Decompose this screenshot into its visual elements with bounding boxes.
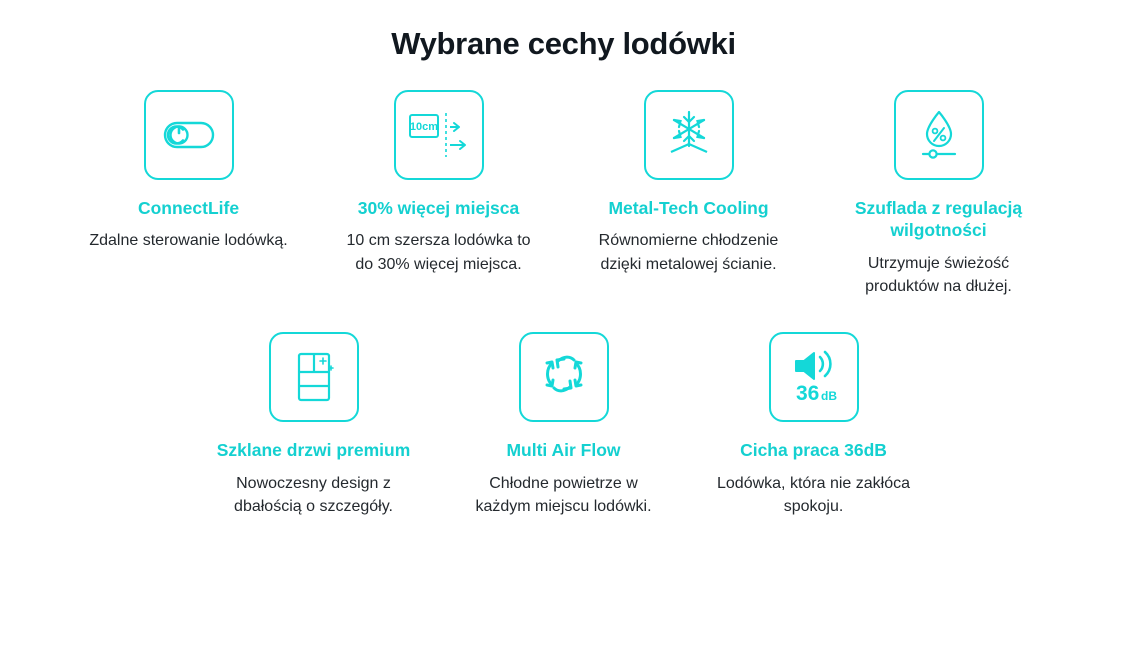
svg-text:36: 36 [795, 382, 819, 406]
feature-description: Zdalne sterowanie lodówką. [89, 232, 288, 250]
multi-air-flow-arrows-icon [519, 332, 609, 422]
feature-title: Szklane drzwi premium [216, 440, 411, 461]
features-page [0, 26, 1127, 662]
snowflake-metal-tech-icon [644, 90, 734, 180]
feature-title: 30% więcej miejsca [357, 198, 520, 218]
feature-title: ConnectLife [137, 198, 240, 218]
features-grid [0, 90, 1127, 518]
feature-metal-tech-cooling [589, 90, 789, 298]
feature-connectlife [89, 90, 289, 298]
speaker-36db-icon [769, 332, 859, 422]
feature-description: 10 cm szersza lodówka to do 30% więcej miejsca. [346, 232, 531, 273]
feature-more-space [339, 90, 539, 298]
feature-glass-door [214, 332, 414, 518]
svg-text:10cm: 10cm [409, 121, 438, 133]
features-row-1 [0, 90, 1127, 298]
feature-description: Utrzymuje świeżość produktów na dłużej. [865, 254, 1012, 295]
humidity-drawer-droplet-icon [894, 90, 984, 180]
feature-humidity-drawer [839, 90, 1039, 298]
page-title: Wybrane cechy lodówki [391, 26, 736, 61]
svg-text:dB: dB [820, 389, 837, 404]
feature-title: Szuflada z regulacją wilgotności [854, 198, 1023, 241]
connectlife-toggle-icon [144, 90, 234, 180]
feature-title: Cicha praca 36dB [740, 440, 887, 461]
feature-multi-air-flow [464, 332, 664, 518]
feature-description: Nowoczesny design z dbałością o szczegóły. [234, 474, 393, 515]
feature-description: Równomierne chłodzenie dzięki metalowej ścianie. [598, 232, 779, 273]
feature-description: Chłodne powietrze w każdym miejscu lodówki. [475, 474, 652, 515]
width-10cm-arrow-icon [394, 90, 484, 180]
feature-title: Metal-Tech Cooling [608, 198, 769, 218]
glass-door-fridge-icon [269, 332, 359, 422]
features-row-2 [0, 332, 1127, 518]
feature-description: Lodówka, która nie zakłóca spokoju. [717, 474, 910, 515]
feature-title: Multi Air Flow [506, 440, 621, 461]
feature-quiet-operation [714, 332, 914, 518]
